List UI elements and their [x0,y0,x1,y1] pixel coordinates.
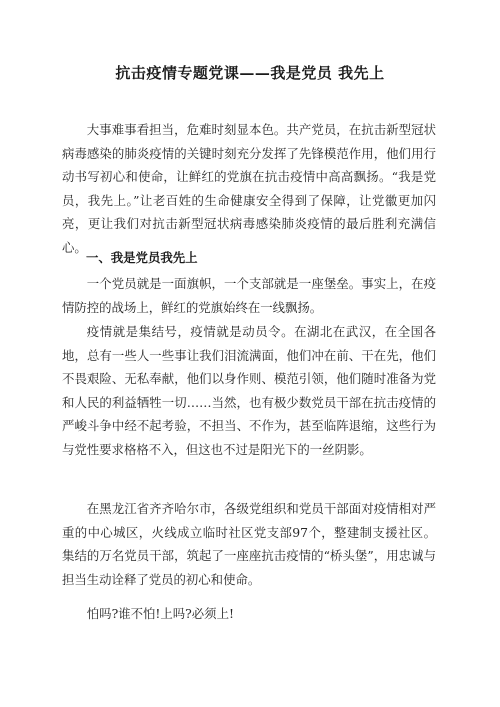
paragraph-heilongjiang: 在黑龙江省齐齐哈尔市，各级党组织和党员干部面对疫情相对严重的中心城区，火线成立临时社区党支部97个，整建制支援社区。集结的万名党员干部，筑起了一座座抗击疫情的“桥头堡”，用忠诚与担当生动诠释了党员的初心和使命。 [62,501,436,587]
paragraph-flag: 一个党员就是一面旗帜，一个支部就是一座堡垒。事实上，在疫情防控的战场上，鲜红的党旗始终在一线飘扬。 [62,276,436,315]
document-title: 抗击疫情专题党课——我是党员 我先上 [115,64,385,82]
paragraph-closing: 怕吗?谁不怕!上吗?必须上! [86,606,234,621]
paragraph-mobilization: 疫情就是集结号，疫情就是动员令。在湖北在武汉，在全国各地，总有一些人一些事让我们泪流满面，他们冲在前、干在先，他们不畏艰险、无私奉献，他们以身作则、模范引领，他们随时准备为党和人民的利益牺牲一切……当然，也有极少数党员干部在抗击疫情的严峻斗争中经不起考验，不担当、不作为，甚至临阵退缩，这些行为与党性要求格格不入，但这也不过是阳光下的一丝阴影。 [62,324,436,457]
intro-paragraph: 大事难事看担当，危难时刻显本色。共产党员，在抗击新型冠状病毒感染的肺炎疫情的关键时刻充分发挥了先锋模范作用，他们用行动书写初心和使命，让鲜红的党旗在抗击疫情中高高飘扬。“我是党员，我先上。”让老百姓的生命健康安全得到了保障，让党徽更加闪亮，更让我们对抗击新型冠状病毒感染肺炎疫情的最后胜利充满信心。 [62,122,436,255]
section-heading: 一、我是党员我先上 [86,250,198,265]
